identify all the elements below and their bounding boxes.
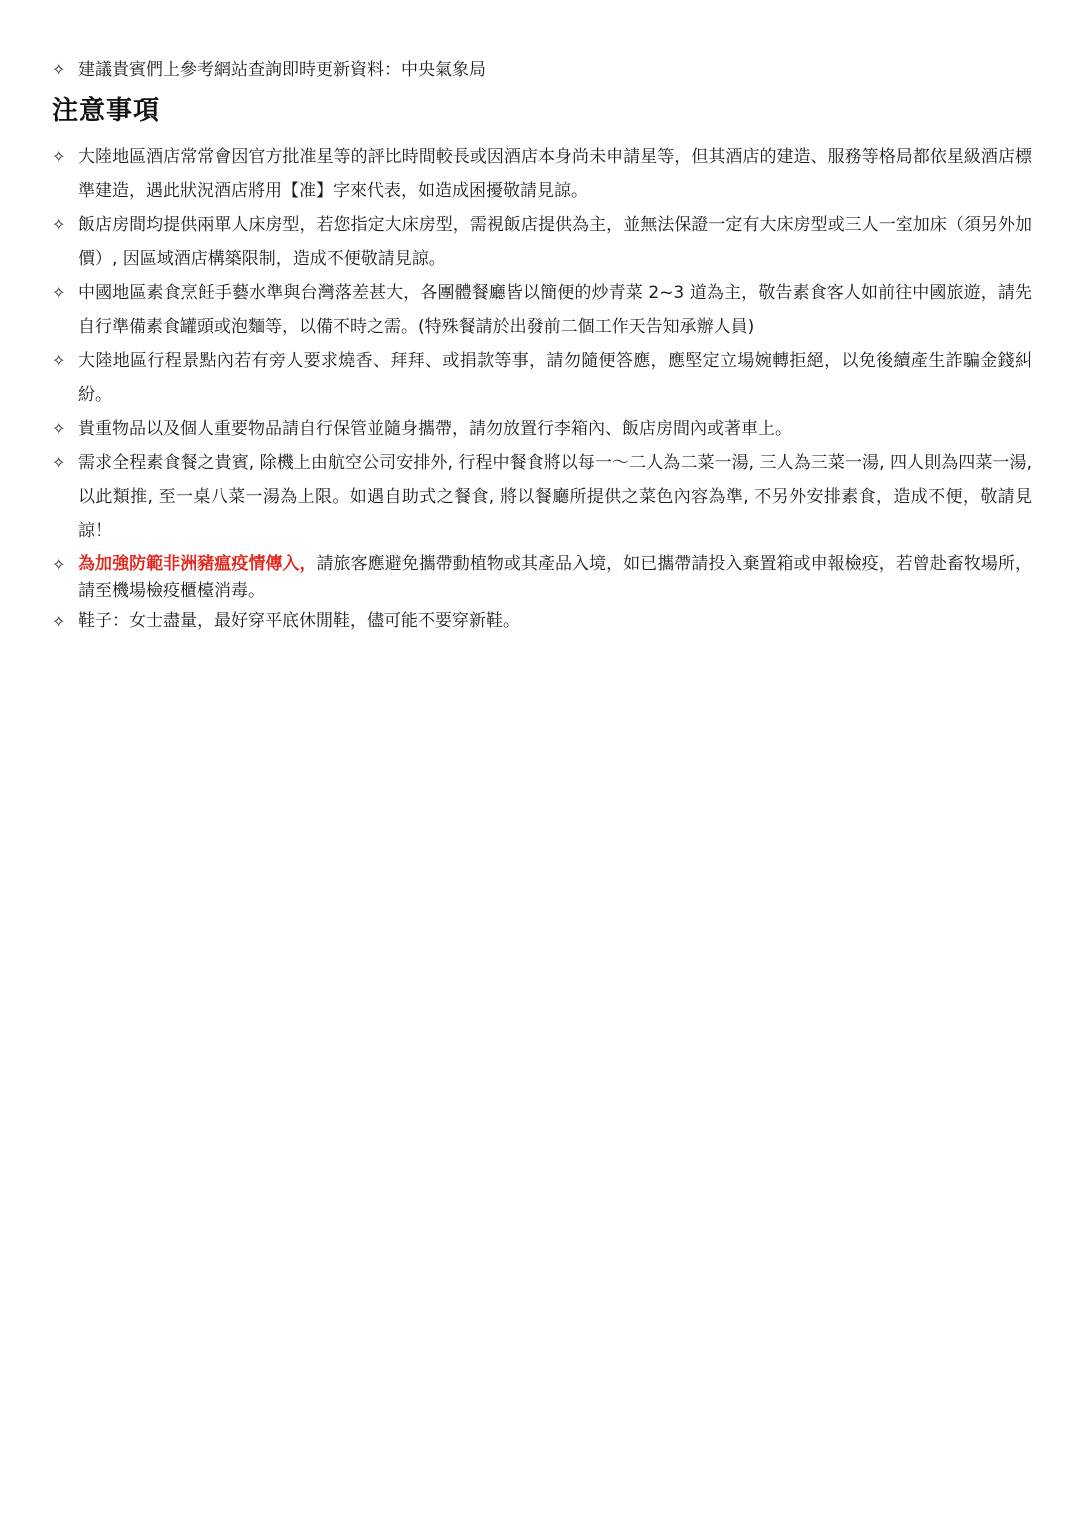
diamond-bullet-icon: ✧ bbox=[52, 351, 66, 370]
list-item bbox=[52, 412, 1032, 446]
diamond-bullet-icon: ✧ bbox=[52, 555, 66, 574]
list-item bbox=[52, 446, 1032, 548]
note-text: 飯店房間均提供兩單人床房型，若您指定大床房型，需視飯店提供為主，並無法保證一定有大床房型或三人一室加床（須另外加價）, 因區域酒店構築限制，造成不便敬請見諒。 bbox=[78, 215, 1032, 269]
note-text: 中國地區素食烹飪手藝水準與台灣落差甚大，各團體餐廳皆以簡便的炒青菜 2~3 道為主，敬告素食客人如前往中國旅遊，請先自行準備素食罐頭或泡麵等，以備不時之需。(特殊餐請於出發前二個工作天告知承辦人員) bbox=[78, 283, 1032, 337]
diamond-bullet-icon: ✧ bbox=[52, 453, 66, 472]
list-item bbox=[52, 140, 1032, 208]
list-item bbox=[52, 608, 1032, 635]
diamond-bullet-icon: ✧ bbox=[52, 419, 66, 438]
note-text: 大陸地區行程景點內若有旁人要求燒香、拜拜、或捐款等事，請勿隨便答應，應堅定立場婉轉拒絕，以免後續產生詐騙金錢糾紛。 bbox=[78, 351, 1032, 405]
swine-fever-warning: 為加強防範非洲豬瘟疫情傳入， bbox=[78, 554, 317, 574]
diamond-bullet-icon: ✧ bbox=[52, 147, 66, 166]
weather-reference-text: 建議貴賓們上參考網站查詢即時更新資料：中央氣象局 bbox=[78, 60, 486, 80]
list-item bbox=[52, 551, 1032, 605]
list-item bbox=[52, 208, 1032, 276]
quarantine-instructions: 請旅客應避免攜帶動植物或其產品入境，如已攜帶請投入棄置箱或申報檢疫，若曾赴畜牧場所，請至機場檢疫櫃檯消毒。 bbox=[78, 554, 1033, 601]
note-text: 需求全程素食餐之貴賓, 除機上由航空公司安排外, 行程中餐食將以每一～二人為二菜一湯, 三人為三菜一湯, 四人則為四菜一湯, 以此類推, 至一桌八菜一湯為上限。如遇自助式之餐食, 將以餐廳所提供之菜色內容為準, 不另外安排素食，造成不便，敬請見諒！ bbox=[78, 453, 1032, 541]
note-text bbox=[78, 551, 1032, 605]
diamond-bullet-icon: ✧ bbox=[52, 612, 66, 631]
list-item bbox=[52, 344, 1032, 412]
diamond-bullet-icon: ✧ bbox=[52, 283, 66, 302]
note-text: 貴重物品以及個人重要物品請自行保管並隨身攜帶，請勿放置行李箱內、飯店房間內或著車上。 bbox=[78, 419, 792, 439]
weather-reference-note bbox=[52, 58, 1032, 82]
note-text: 鞋子：女士盡量，最好穿平底休閒鞋，儘可能不要穿新鞋。 bbox=[78, 611, 520, 631]
list-item bbox=[52, 276, 1032, 344]
diamond-bullet-icon: ✧ bbox=[52, 215, 66, 234]
notes-list bbox=[52, 140, 1032, 638]
diamond-bullet-icon: ✧ bbox=[52, 60, 66, 79]
note-text: 大陸地區酒店常常會因官方批准星等的評比時間較長或因酒店本身尚未申請星等，但其酒店的建造、服務等格局都依星級酒店標準建造，遇此狀況酒店將用【准】字來代表，如造成困擾敬請見諒。 bbox=[78, 147, 1032, 201]
section-heading: 注意事項 bbox=[52, 96, 161, 126]
